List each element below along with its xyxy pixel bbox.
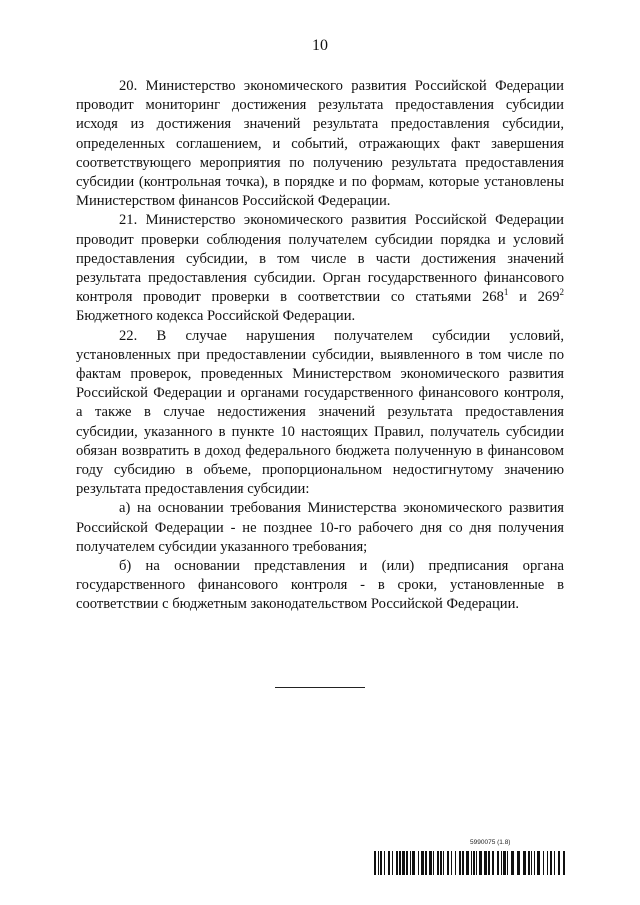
barcode-bar [410, 851, 411, 875]
document-body [76, 77, 564, 615]
barcode-bar [537, 851, 540, 875]
barcode-bar [399, 851, 401, 875]
barcode-bar [447, 851, 449, 875]
barcode-bar [437, 851, 439, 875]
barcode-bar [462, 851, 464, 875]
barcode-bar [388, 851, 390, 875]
page-number: 10 [312, 37, 328, 54]
barcode-bar [534, 851, 535, 875]
barcode-bar [531, 851, 532, 875]
paragraph-21-text-a: 21. Министерство экономического развития Российской Федерации проводит проверки соблюдения получателем субсидии порядка и условий предоставления субсидии, в том числе в части достижения значений результата предоставления субсидии. Орган государственного финансового контроля проводит проверки в соответствии со статьями 268 [76, 212, 564, 306]
barcode-bar [471, 851, 472, 875]
barcode-bar [503, 851, 506, 875]
barcode-bar [459, 851, 461, 875]
barcode-bar [378, 851, 379, 875]
barcode-bar [488, 851, 490, 875]
barcode-bar [466, 851, 469, 875]
barcode-bar [547, 851, 548, 875]
paragraph-21-text-c: Бюджетного кодекса Российской Федерации. [76, 308, 356, 325]
barcode-bar [554, 851, 555, 875]
paragraph-20: 20. Министерство экономического развития Российской Федерации проводит мониторинг достижения результата предоставления субсидии исходя из достижения значений результата предоставления субсидии, определенных соглашением, и событий, отражающих факт завершения соответствующего мероприятия по получению результата предоставления субсидии (контрольная точка), в порядке и по формам, которые установлены Министерством финансов Российской Федерации. [76, 78, 564, 210]
barcode-bar [479, 851, 482, 875]
barcode-bar [476, 851, 477, 875]
barcode-bar [528, 851, 530, 875]
barcode-bar [484, 851, 487, 875]
barcode-bar [517, 851, 520, 875]
barcode-bar [543, 851, 544, 875]
barcode-bar [421, 851, 424, 875]
paragraph-22-b: б) на основании представления и (или) предписания органа государственного финансового контроля - в сроки, установленные в соответствии с бюджетным законодательством Российской Федерации. [76, 558, 564, 613]
barcode-bar [380, 851, 382, 875]
barcode-bar [511, 851, 514, 875]
barcode-bar [455, 851, 456, 875]
barcode-bar [497, 851, 499, 875]
paragraph-22-a: а) на основании требования Министерства экономического развития Российской Федерации - не позднее 10-го рабочего дня со дня получения получателем субсидии указанного требования; [76, 500, 564, 555]
barcode-bar [429, 851, 432, 875]
barcode-bar [433, 851, 434, 875]
barcode-bar [451, 851, 452, 875]
barcode-bar [550, 851, 552, 875]
barcode-bar [507, 851, 508, 875]
barcode-bar [425, 851, 427, 875]
barcode-bar [523, 851, 526, 875]
superscript-1: 1 [503, 287, 509, 298]
paragraph-22: 22. В случае нарушения получателем субсидии условий, установленных при предоставлении субсидии, выявленного в том числе по фактам проверок, проведенных Министерством экономического развития Российской Федерации и органами государственного финансового контроля, а также в случае недостижения значений результата предоставления субсидии, указанного в пункте 10 настоящих Правил, получатель субсидии обязан возвратить в доход федерального бюджета полученную в финансовом году субсидию в объеме, пропорциональном недостигнутому значению результата предоставления субсидии: [76, 327, 564, 498]
superscript-2: 2 [559, 287, 564, 298]
barcode-bar [492, 851, 494, 875]
paragraph-21 [76, 211, 564, 326]
barcode-bar [501, 851, 502, 875]
end-of-text-rule [275, 687, 365, 688]
barcode-bar [384, 851, 385, 875]
barcode-bar [440, 851, 442, 875]
barcode-bar [558, 851, 560, 875]
barcode-bar [396, 851, 398, 875]
barcode-bar [563, 851, 565, 875]
barcode-bar [392, 851, 393, 875]
barcode-bar [402, 851, 405, 875]
barcode-bar [473, 851, 475, 875]
document-code: 5990075 (1.8) [470, 839, 511, 846]
barcode-bar [412, 851, 415, 875]
barcode-bar [443, 851, 444, 875]
barcode-bar [374, 851, 376, 875]
barcode-icon [374, 851, 566, 875]
barcode-bar [418, 851, 419, 875]
barcode-bar [406, 851, 408, 875]
paragraph-21-text-b: и 269 [508, 289, 560, 306]
